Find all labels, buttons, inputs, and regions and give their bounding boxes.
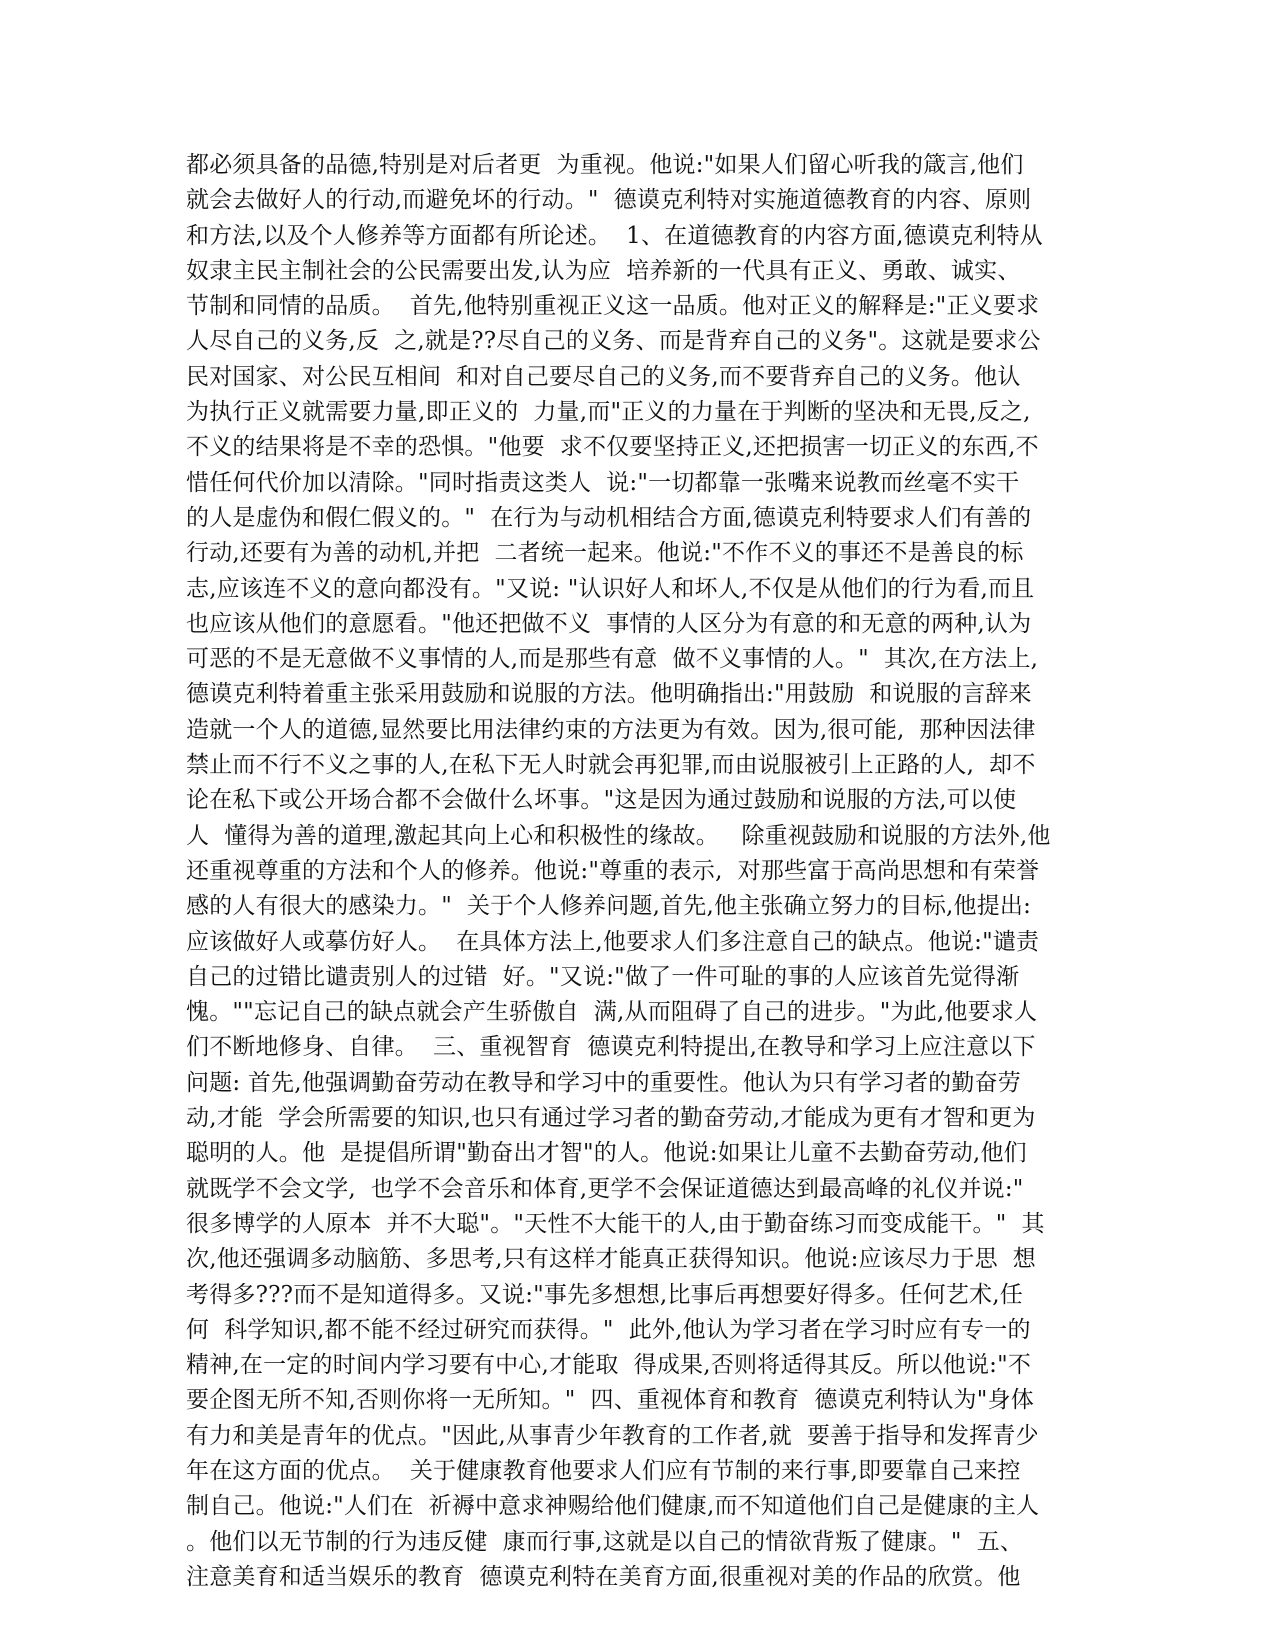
text-line: 。他们以无节制的行为违反健 康而行事,这就是以自己的情欲背叛了健康。" 五、: [186, 1528, 1024, 1555]
text-line: 们不断地修身、自律。 三、重视智育 德谟克利特提出,在教导和学习上应注意以下: [186, 1034, 1036, 1061]
text-line: 人尽自己的义务,反 之,就是??尽自己的义务、而是背弃自己的义务"。这就是要求公: [186, 328, 1041, 355]
text-line: 愧。""忘记自己的缺点就会产生骄傲自 满,从而阻碍了自己的进步。"为此,他要求人: [186, 999, 1038, 1026]
text-line: 感的人有很大的感染力。" 关于个人修养问题,首先,他主张确立努力的目标,他提出:: [186, 893, 1032, 920]
text-line: 聪明的人。他 是提倡所谓"勤奋出才智"的人。他说:如果让儿童不去勤奋劳动,他们: [186, 1140, 1027, 1167]
text-line: 人 懂得为善的道理,激起其向上心和积极性的缘故。 除重视鼓励和说服的方法外,他: [186, 822, 1051, 849]
text-line: 就既学不会文学, 也学不会音乐和体育,更学不会保证道德达到最高峰的礼仪并说:": [186, 1175, 1024, 1202]
text-line: 制自己。他说:"人们在 祈褥中意求神赐给他们健康,而不知道他们自己是健康的主人: [186, 1493, 1040, 1520]
text-line: 很多博学的人原本 并不大聪"。"天性不大能干的人,由于勤奋练习而变成能干。" 其: [186, 1210, 1045, 1237]
text-line: 的人是虚伪和假仁假义的。" 在行为与动机相结合方面,德谟克利特要求人们有善的: [186, 504, 1032, 531]
text-line: 为执行正义就需要力量,即正义的 力量,而"正义的力量在于判断的坚决和无畏,反之,: [186, 399, 1031, 426]
text-line: 惜任何代价加以清除。"同时指责这类人 说:"一切都靠一张嘴来说教而丝毫不实干: [186, 469, 1020, 496]
text-line: 要企图无所不知,否则你将一无所知。" 四、重视体育和教育 德谟克利特认为"身体: [186, 1387, 1034, 1414]
text-line: 奴隶主民主制社会的公民需要出发,认为应 培养新的一代具有正义、勇敢、诚实、: [186, 257, 1021, 284]
text-line: 考得多???而不是知道得多。又说:"事先多想想,比事后再想要好得多。任何艺术,任: [186, 1281, 1023, 1308]
text-line: 精神,在一定的时间内学习要有中心,才能取 得成果,否则将适得其反。所以他说:"不: [186, 1352, 1032, 1379]
text-line: 注意美育和适当娱乐的教育 德谟克利特在美育方面,很重视对美的作品的欣赏。他: [186, 1563, 1021, 1590]
text-line: 次,他还强调多动脑筋、多思考,只有这样才能真正获得知识。他说:应该尽力于思 想: [186, 1246, 1036, 1273]
text-line: 年在这方面的优点。 关于健康教育他要求人们应有节制的来行事,即要靠自己来控: [186, 1457, 1021, 1484]
text-line: 节制和同情的品质。 首先,他特别重视正义这一品质。他对正义的解释是:"正义要求: [186, 293, 1040, 320]
text-line: 自己的过错比谴责别人的过错 好。"又说:"做了一件可耻的事的人应该首先觉得渐: [186, 963, 1020, 990]
text-line: 有力和美是青年的优点。"因此,从事青少年教育的工作者,就 要善于指导和发挥青少: [186, 1422, 1039, 1449]
text-line: 也应该从他们的意愿看。"他还把做不义 事情的人区分为有意的和无意的两种,认为: [186, 610, 1032, 637]
text-line: 禁止而不行不义之事的人,在私下无人时就会再犯罪,而由说服被引上正路的人, 却不: [186, 752, 1036, 779]
text-line: 应该做好人或摹仿好人。 在具体方法上,他要求人们多注意自己的缺点。他说:"谴责: [186, 928, 1040, 955]
text-line: 造就一个人的道德,显然要比用法律约束的方法更为有效。因为,很可能, 那种因法律: [186, 716, 1036, 743]
body-text: [186, 148, 1066, 1595]
text-line: 都必须具备的品德,特别是对后者更 为重视。他说:"如果人们留心听我的箴言,他们: [186, 152, 1024, 178]
text-line: 还重视尊重的方法和个人的修养。他说:"尊重的表示, 对那些富于高尚思想和有荣誉: [186, 857, 1040, 884]
text-line: 行动,还要有为善的动机,并把 二者统一起来。他说:"不作不义的事还不是善良的标: [186, 540, 1024, 567]
text-line: 不义的结果将是不幸的恐惧。"他要 求不仅要坚持正义,还把损害一切正义的东西,不: [186, 434, 1039, 461]
text-line: 何 科学知识,都不能不经过研究而获得。" 此外,他认为学习者在学习时应有专一的: [186, 1316, 1031, 1343]
text-line: 民对国家、对公民互相间 和对自己要尽自己的义务,而不要背弃自己的义务。他认: [186, 363, 1021, 390]
text-line: 和方法,以及个人修养等方面都有所论述。 1、在道德教育的内容方面,德谟克利特从: [186, 222, 1043, 249]
text-line: 德谟克利特着重主张采用鼓励和说服的方法。他明确指出:"用鼓励 和说服的言辞来: [186, 681, 1032, 708]
text-line: 问题: 首先,他强调勤奋劳动在教导和学习中的重要性。他认为只有学习者的勤奋劳: [186, 1069, 1021, 1096]
text-line: 就会去做好人的行动,而避免坏的行动。" 德谟克利特对实施道德教育的内容、原则: [186, 187, 1032, 214]
text-line: 论在私下或公开场合都不会做什么坏事。"这是因为通过鼓励和说服的方法,可以使: [186, 787, 1017, 814]
text-line: 动,才能 学会所需要的知识,也只有通过学习者的勤奋劳动,才能成为更有才智和更为: [186, 1105, 1036, 1132]
text-line: 可恶的不是无意做不义事情的人,而是那些有意 做不义事情的人。" 其次,在方法上,: [186, 646, 1039, 673]
text-line: 志,应该连不义的意向都没有。"又说: "认识好人和坏人,不仅是从他们的行为看,而且: [186, 575, 1035, 602]
